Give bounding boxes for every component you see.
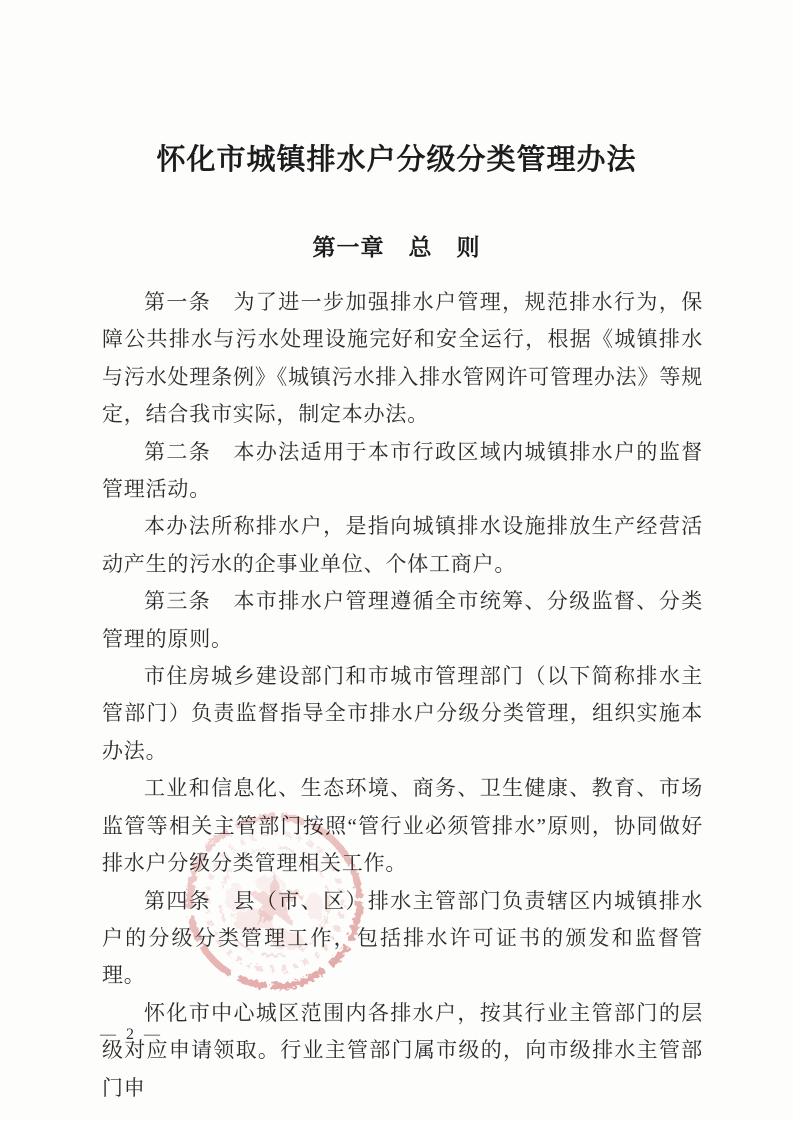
page-number: — 2 —: [100, 1026, 163, 1043]
official-seal-icon: [176, 803, 373, 1000]
paragraph: 第三条 本市排水户管理遵循全市统筹、分级监督、分类管理的原则。: [102, 589, 703, 651]
paragraph: 工业和信息化、生态环境、商务、卫生健康、教育、市场监管等相关主管部门按照“管行业必须管排水”原则，协同做好排水户分级分类管理相关工作。: [102, 776, 703, 876]
paragraph: 怀化市中心城区范围内各排水户，按其行业主管部门的层级对应申请领取。行业主管部门属市级的，向市级排水主管部门申: [102, 1000, 703, 1100]
paragraph: 第二条 本办法适用于本市行政区域内城镇排水户的监督管理活动。: [102, 439, 703, 502]
seal-ink-blob: [271, 930, 303, 950]
paragraph: 第一条 为了进一步加强排水户管理，规范排水行为，保障公共排水与污水处理设施完好和安全运行，根据《城镇排水与污水处理条例》《城镇污水排入排水管网许可管理办法》等规定，结合我市实际，制定本办法。: [102, 290, 703, 427]
paragraph: 本办法所称排水户，是指向城镇排水设施排放生产经营活动产生的污水的企事业单位、个体工商户。: [102, 514, 703, 576]
paragraph: 第四条 县（市、区）排水主管部门负责辖区内城镇排水户的分级分类管理工作，包括排水许可证书的颁发和监督管理。: [102, 888, 703, 988]
seal-ink-blob: [256, 875, 284, 893]
seal-ink-blob: [225, 883, 245, 913]
seal-center-marks: [225, 872, 323, 950]
paragraph: 市住房城乡建设部门和市城市管理部门（以下简称排水主管部门）负责监督指导全市排水户分级分类管理，组织实施本办法。: [102, 664, 703, 763]
seal-ink-blob: [233, 908, 272, 934]
seal-ink-blob: [305, 893, 323, 921]
chapter-heading: 第一章 总 则: [312, 234, 481, 260]
document-title: 怀化市城镇排水户分级分类管理办法: [156, 144, 637, 176]
